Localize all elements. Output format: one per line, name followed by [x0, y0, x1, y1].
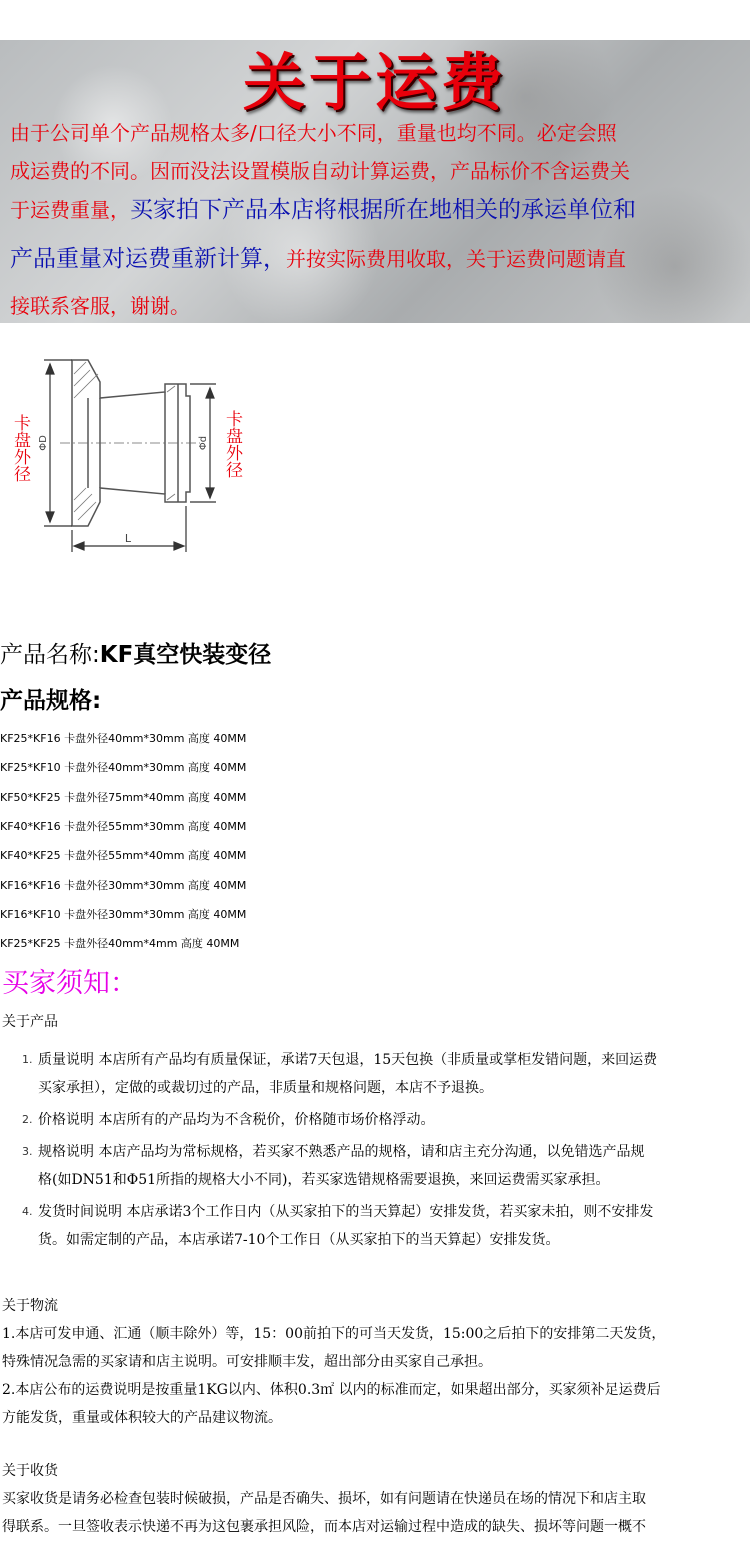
spec-item: KF16*KF16 卡盘外径30mm*30mm 高度 40MM — [0, 879, 247, 892]
banner-line-2: 成运费的不同。因而没法设置模版自动计算运费，产品标价不含运费关 — [10, 159, 630, 183]
label-d: Φd — [198, 435, 209, 451]
list-item — [0, 1198, 750, 1254]
list-text-line: 规格说明 本店产品均为常标规格，若买家不熟悉产品的规格，请和店主充分沟通，以免错选产品规 — [38, 1144, 645, 1160]
label-D: ΦD — [38, 435, 49, 451]
list-text-line: 买家承担），定做的或裁切过的产品，非质量和规格问题，本店不予退换。 — [38, 1080, 493, 1096]
receiving-line: 买家收货是请务必检查包装时候破损，产品是否确失、损坏，如有问题请在快递员在场的情况下和店主取 — [2, 1491, 646, 1507]
about-receiving-text — [0, 1485, 750, 1546]
banner-line-4-blue: 产品重量对运费重新计算， — [10, 246, 286, 272]
list-text-line: 格(如DN51和Φ51所指的规格大小不同)，若买家选错规格需要退换，来回运费需买家承担。 — [38, 1172, 610, 1188]
reducer-diagram — [0, 340, 300, 570]
spec-item: KF40*KF16 卡盘外径55mm*30mm 高度 40MM — [0, 820, 247, 833]
logistics-line: 特殊情况急需的买家请和店主说明。可安排顺丰发，超出部分由买家自己承担。 — [2, 1354, 492, 1370]
banner-line-3 — [10, 195, 746, 225]
spec-item: KF25*KF16 卡盘外径40mm*30mm 高度 40MM — [0, 732, 247, 745]
list-number: 1. — [22, 1053, 33, 1066]
banner-line-5: 接联系客服，谢谢。 — [10, 294, 190, 318]
list-item — [0, 1106, 750, 1134]
banner-line-1: 由于公司单个产品规格太多/口径大小不同，重量也均不同。必定会照 — [10, 121, 617, 145]
product-name — [0, 640, 271, 670]
about-product-list — [0, 1046, 750, 1256]
left-outer-diameter-label: 卡盘外径 — [10, 414, 30, 482]
about-logistics-title: 关于物流 — [2, 1298, 58, 1314]
label-L: L — [124, 532, 132, 545]
buyer-notice-title: 买家须知： — [2, 968, 137, 999]
list-number: 2. — [22, 1113, 33, 1126]
banner-line-3-blue: 买家拍下产品本店将根据所在地相关的承运单位和 — [130, 197, 636, 223]
about-product-title: 关于产品 — [2, 1014, 58, 1030]
list-text-line: 质量说明 本店所有产品均有质量保证，承诺7天包退，15天包换（非质量或掌柜发错问题，来回运费 — [38, 1052, 658, 1068]
shipping-notice-banner — [0, 40, 750, 323]
logistics-line: 2.本店公布的运费说明是按重量1KG以内、体积0.3㎡ 以内的标准而定，如果超出部分，买家须补足运费后 — [2, 1382, 661, 1398]
about-logistics-text — [0, 1320, 750, 1432]
list-text-line: 价格说明 本店所有的产品均为不含税价，价格随市场价格浮动。 — [38, 1112, 435, 1128]
product-name-label: 产品名称: — [0, 642, 100, 668]
product-spec-label: 产品规格: — [0, 688, 102, 714]
dimension-L — [72, 506, 186, 552]
banner-title: 关于运费 — [242, 46, 507, 119]
list-text-line: 发货时间说明 本店承诺3个工作日内（从买家拍下的当天算起）安排发货，若买家未拍，则不安排发 — [38, 1204, 654, 1220]
about-receiving-title: 关于收货 — [2, 1463, 58, 1479]
right-outer-diameter-label: 卡盘外径 — [222, 410, 242, 478]
banner-line-4-red: 并按实际费用收取，关于运费问题请直 — [286, 247, 626, 271]
list-text-line: 货。如需定制的产品，本店承诺7-10个工作日（从买家拍下的当天算起）安排发货。 — [38, 1232, 560, 1248]
spec-item: KF16*KF10 卡盘外径30mm*30mm 高度 40MM — [0, 908, 247, 921]
hatching — [74, 362, 175, 520]
spec-item: KF25*KF25 卡盘外径40mm*4mm 高度 40MM — [0, 937, 240, 950]
banner-line-4 — [10, 244, 746, 274]
list-number: 4. — [22, 1205, 33, 1218]
list-number: 3. — [22, 1145, 33, 1158]
product-name-value: KF真空快装变径 — [99, 642, 272, 668]
banner-line-3-red: 于运费重量， — [10, 198, 130, 222]
logistics-line: 1.本店可发申通、汇通（顺丰除外）等，15：00前拍下的可当天发货，15:00之后拍下的安排第二天发货， — [2, 1326, 666, 1342]
list-item — [0, 1046, 750, 1102]
logistics-line: 方能发货，重量或体积较大的产品建议物流。 — [2, 1410, 282, 1426]
receiving-line: 得联系。一旦签收表示快递不再为这包裹承担风险，而本店对运输过程中造成的缺失、损坏等问题一概不 — [2, 1519, 646, 1535]
spec-item: KF25*KF10 卡盘外径40mm*30mm 高度 40MM — [0, 761, 247, 774]
list-item — [0, 1138, 750, 1194]
spec-item: KF40*KF25 卡盘外径55mm*40mm 高度 40MM — [0, 849, 247, 862]
spec-item: KF50*KF25 卡盘外径75mm*40mm 高度 40MM — [0, 791, 247, 804]
